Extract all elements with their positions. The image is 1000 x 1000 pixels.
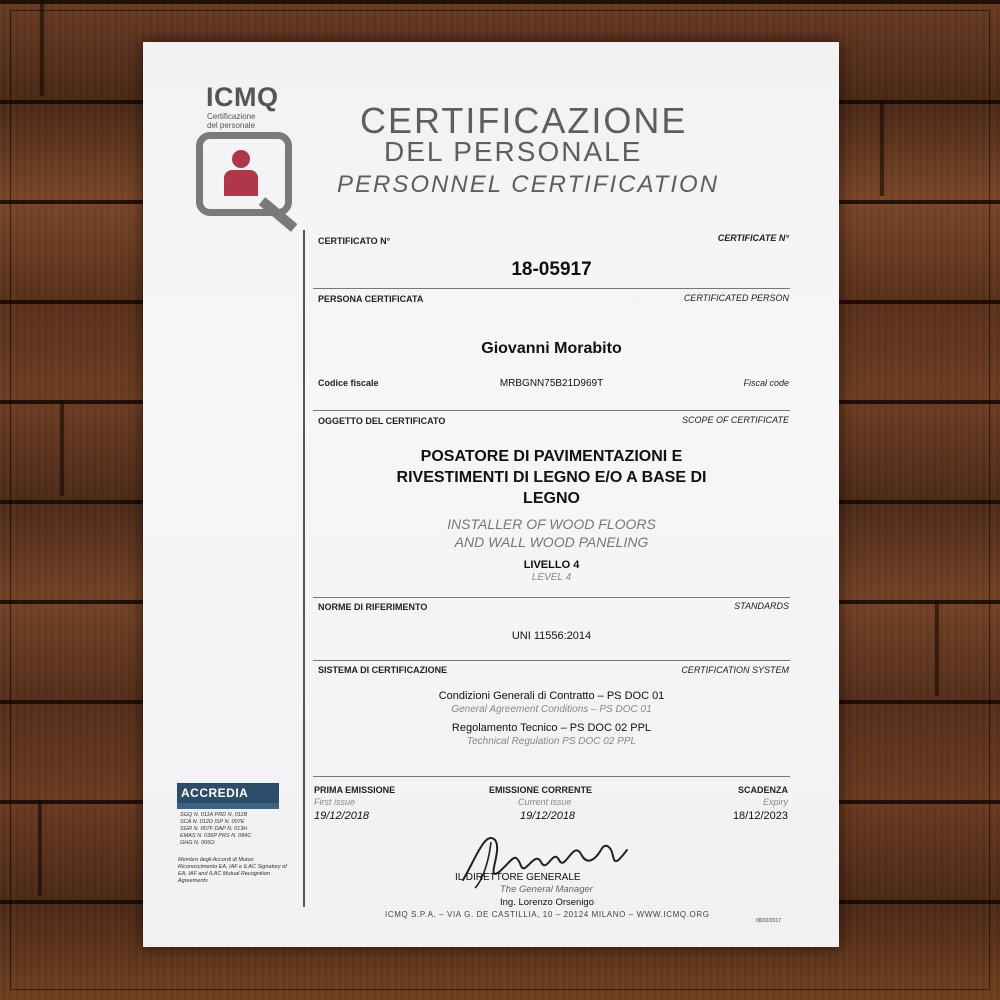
scope-title-en	[313, 515, 790, 551]
scope-level-it: LIVELLO 4	[523, 559, 580, 571]
person-name: Giovanni Morabito	[481, 340, 622, 357]
scope-title-it-line1: POSATORE DI PAVIMENTAZIONI E	[420, 448, 683, 465]
scope-title-it	[313, 446, 790, 509]
person-label-it: PERSONA CERTIFICATA	[318, 294, 424, 304]
scope-label-en: SCOPE OF CERTIFICATE	[681, 415, 789, 425]
person-icon-body	[224, 170, 258, 196]
expiry-label-en: Expiry	[762, 797, 788, 807]
signatory-title-it: IL DIRETTORE GENERALE	[455, 872, 581, 883]
accredia-logo	[177, 783, 279, 803]
standards-label-it: NORME DI RIFERIMENTO	[318, 602, 428, 612]
section-divider	[313, 660, 790, 661]
accredia-code-row: SCA N. 012D ISP N. 007E	[180, 819, 245, 825]
scope-title-en-line2: AND WALL WOOD PANELING	[454, 534, 649, 550]
accredia-note: Membro degli Accordi di Mutuo Riconoscimento EA, IAF e ILAC Signatory of EA, IAF and ILAC Mutual Recognition Agreements	[178, 857, 287, 884]
scope-title-en-line1: INSTALLER OF WOOD FLOORS	[447, 516, 656, 532]
scope-level-en: LEVEL 4	[531, 572, 572, 583]
logo-subtitle-line1: Certificazione	[207, 112, 256, 121]
system-line2-en: Technical Regulation PS DOC 02 PPL	[466, 736, 637, 747]
first-issue-value: 19/12/2018	[314, 810, 370, 822]
plank-seam	[38, 800, 42, 896]
left-divider	[303, 230, 305, 907]
accredia-code-row: SGQ N. 011A PRD N. 011B	[180, 812, 248, 818]
accredia-code-row: SGR N. 007F DAP N. 013H	[180, 826, 248, 832]
title-line1: CERTIFICAZIONE	[360, 100, 688, 141]
current-issue-value: 19/12/2018	[520, 810, 576, 822]
accredia-code-row: GHG N. 006O	[180, 840, 215, 846]
section-divider	[313, 776, 790, 777]
plank-seam	[935, 600, 939, 696]
footer-address: ICMQ S.P.A. – VIA G. DE CASTILLIA, 10 – 20124 MILANO – WWW.ICMQ.ORG	[385, 910, 710, 919]
current-issue-label-it: EMISSIONE CORRENTE	[489, 785, 593, 795]
accredia-logo-band	[177, 803, 279, 809]
accredia-logo-text: ACCREDIA	[181, 786, 249, 800]
certificate-label-it: CERTIFICATO N°	[318, 236, 391, 246]
section-divider	[313, 288, 790, 289]
icmq-logo-subtitle	[207, 112, 287, 130]
standards-label-en: STANDARDS	[734, 601, 789, 611]
logo-subtitle-line2: del personale	[207, 121, 256, 130]
system-line1-en: General Agreement Conditions – PS DOC 01	[451, 704, 652, 715]
title-line2: DEL PERSONALE	[384, 136, 643, 167]
scope-title-it-line3: LEGNO	[523, 490, 580, 507]
system-line2-it: Regolamento Tecnico – PS DOC 02 PPL	[451, 722, 652, 734]
certificate-number: 18-05917	[511, 259, 592, 280]
first-issue-label-it: PRIMA EMISSIONE	[314, 785, 396, 795]
footer-code: 08/02/2017	[756, 918, 782, 924]
accredia-code-row: EMAS N. 036P PRS N. 084C	[180, 833, 252, 839]
fiscal-code-label-it: Codice fiscale	[318, 378, 379, 388]
signatory-title-en: The General Manager	[500, 884, 593, 895]
fiscal-code-label-en: Fiscal code	[743, 378, 789, 388]
system-line1-it: Condizioni Generali di Contratto – PS DOC 01	[438, 690, 665, 702]
accredia-codes	[180, 812, 251, 847]
title-line3: PERSONNEL CERTIFICATION	[337, 171, 720, 198]
plank-seam	[880, 100, 884, 196]
person-label-en: CERTIFICATED PERSON	[683, 293, 789, 303]
certificate-label-en: CERTIFICATE N°	[717, 233, 789, 243]
first-issue-label-en: First issue	[314, 797, 356, 807]
standards-value: UNI 11556:2014	[511, 630, 592, 642]
system-label-en: CERTIFICATION SYSTEM	[681, 665, 789, 675]
section-divider	[313, 410, 790, 411]
plank-seam	[40, 0, 44, 96]
section-divider	[313, 597, 790, 598]
current-issue-label-en: Current issue	[518, 797, 572, 807]
scope-title-it-line2: RIVESTIMENTI DI LEGNO E/O A BASE DI	[396, 469, 707, 486]
signatory-name: Ing. Lorenzo Orsenigo	[500, 897, 595, 908]
expiry-value: 18/12/2023	[732, 810, 788, 822]
icmq-logo-text: ICMQ	[206, 82, 279, 112]
fiscal-code-value: MRBGNN75B21D969T	[499, 378, 604, 389]
person-icon-head	[232, 150, 250, 168]
system-label-it: SISTEMA DI CERTIFICAZIONE	[318, 665, 448, 675]
expiry-label-it: SCADENZA	[737, 785, 788, 795]
plank-seam	[60, 400, 64, 496]
scope-label-it: OGGETTO DEL CERTIFICATO	[318, 416, 446, 426]
